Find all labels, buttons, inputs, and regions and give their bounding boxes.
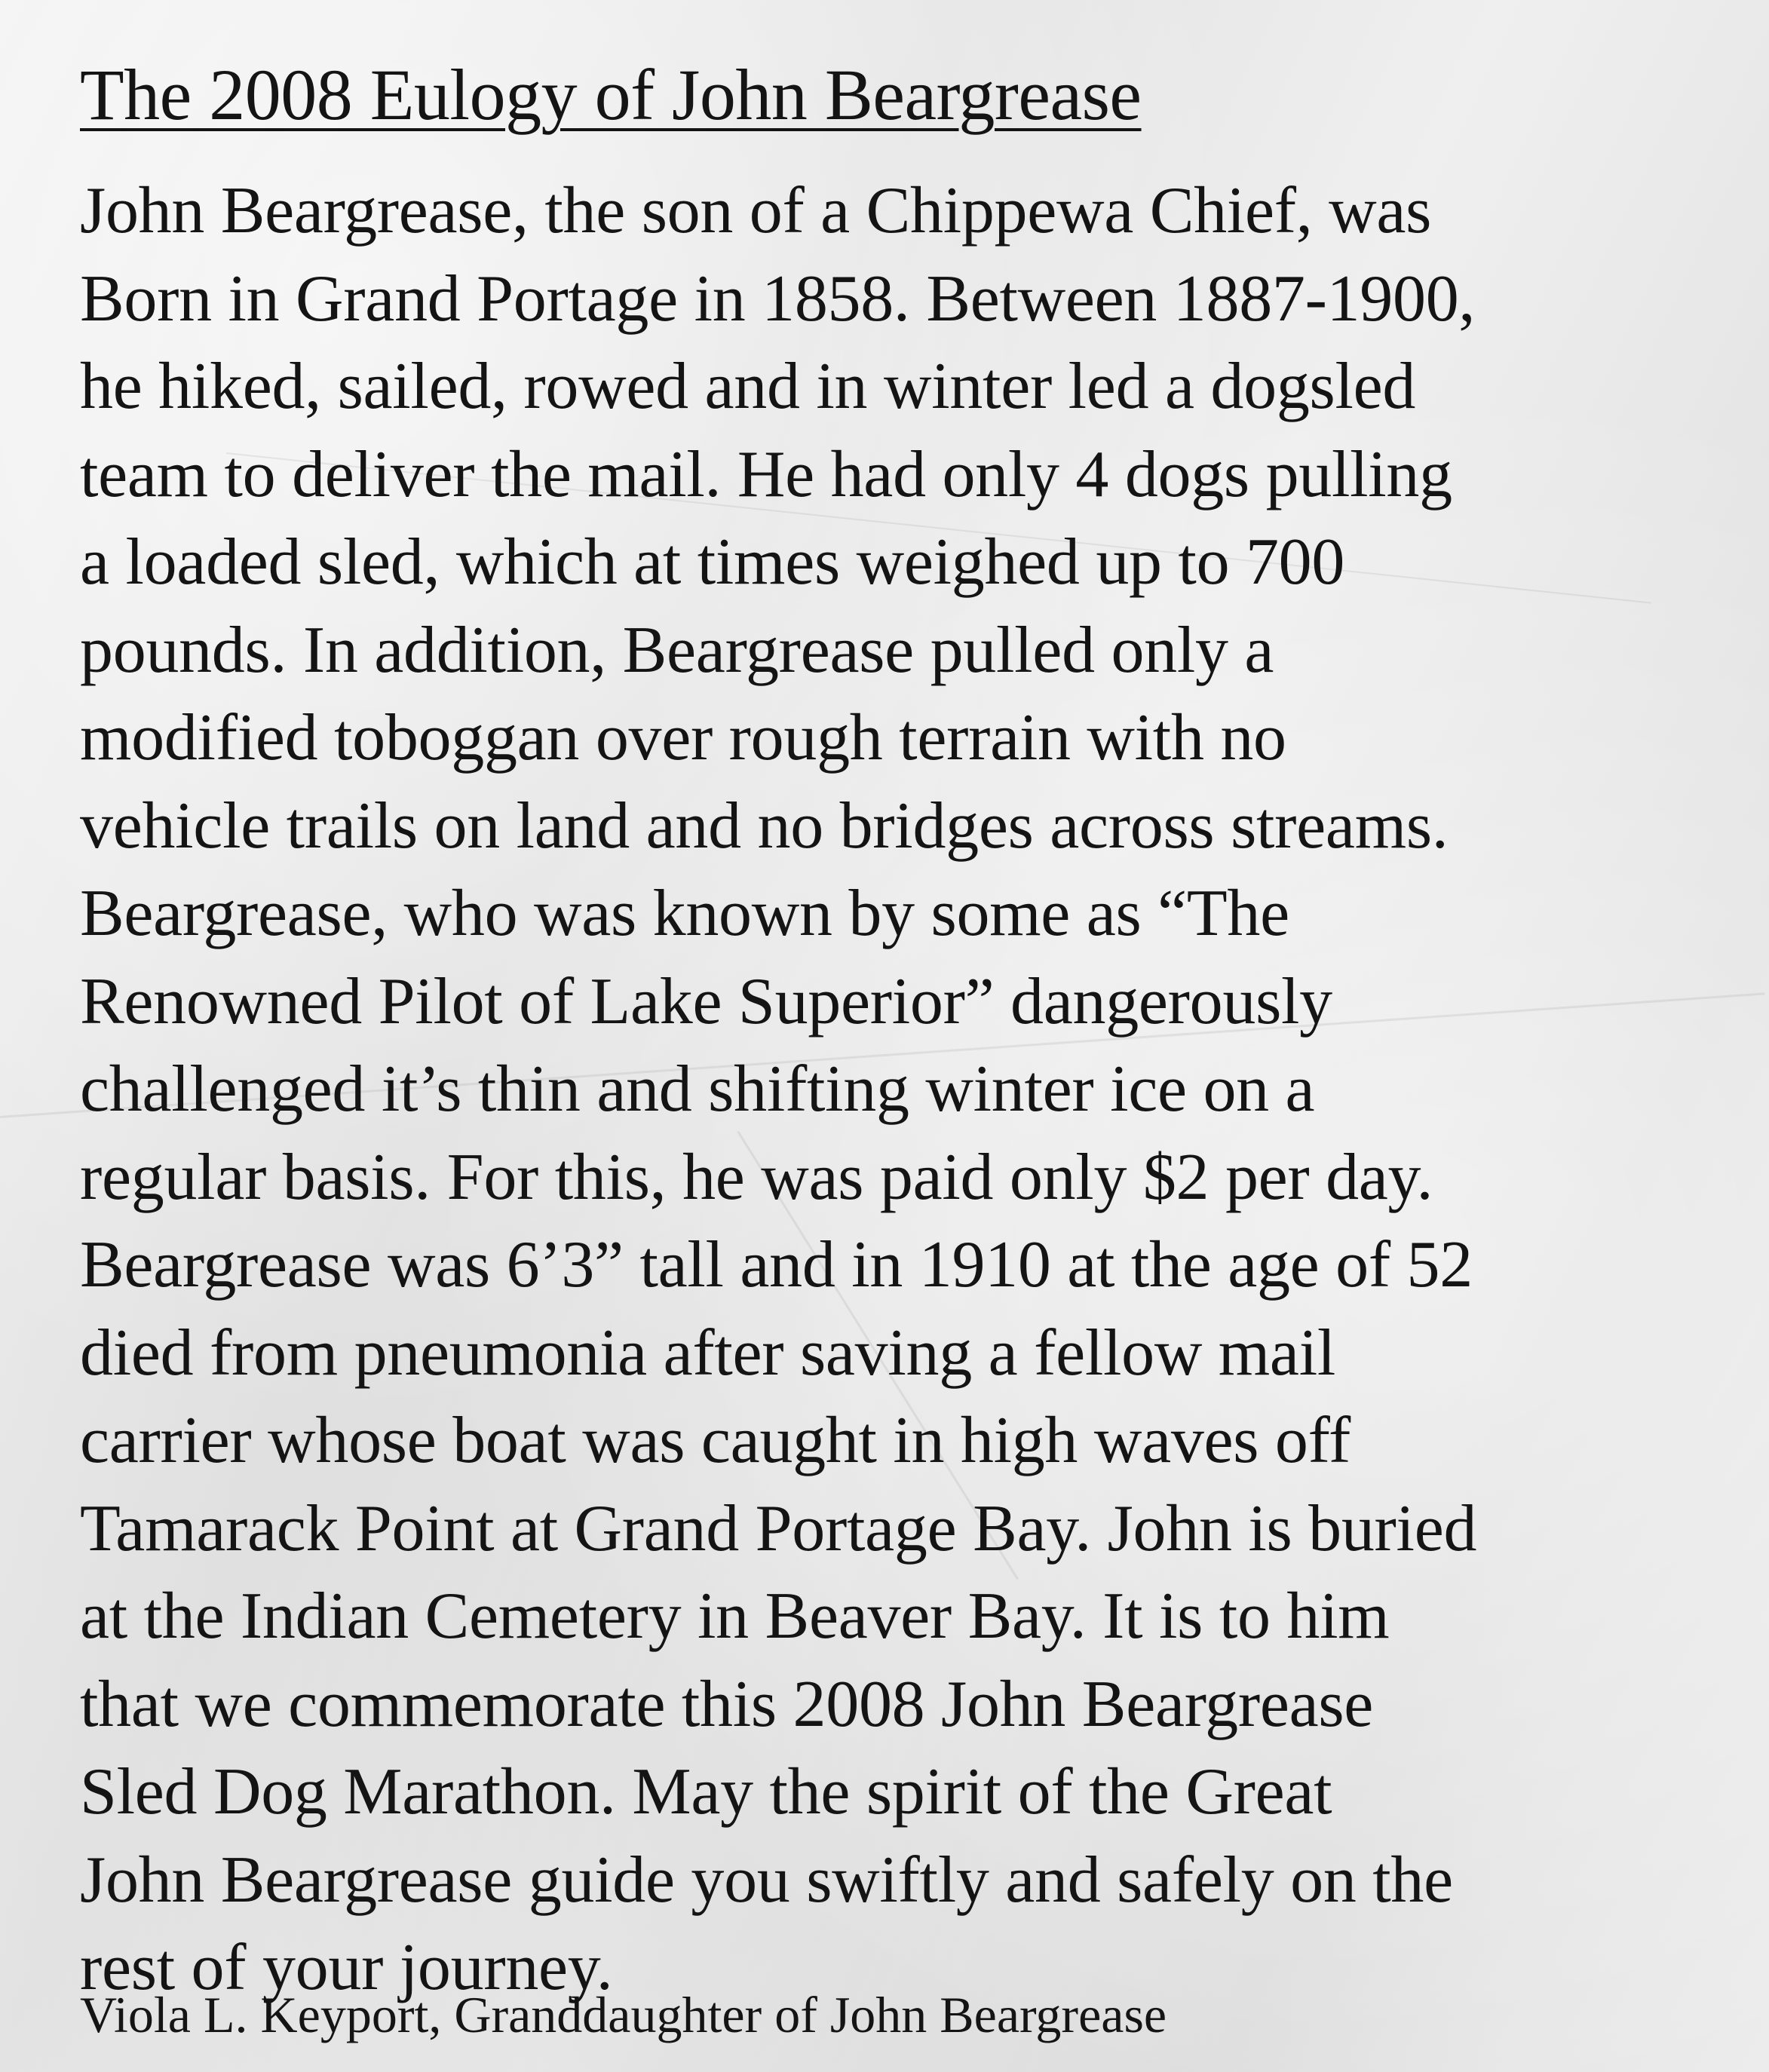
- body-line: that we commemorate this 2008 John Beargrease: [80, 1667, 1374, 1741]
- document-title: The 2008 Eulogy of John Beargrease: [80, 54, 1142, 135]
- signature-line: Viola L. Keyport, Granddaughter of John Beargrease: [80, 1986, 1167, 2043]
- body-line: team to deliver the mail. He had only 4 dogs pulling: [80, 437, 1452, 511]
- body-line: Beargrease, who was known by some as “The: [80, 877, 1289, 950]
- body-line: Born in Grand Portage in 1858. Between 1887-1900,: [80, 262, 1476, 336]
- body-line: he hiked, sailed, rowed and in winter led a dogsled: [80, 350, 1416, 423]
- body-line: Renowned Pilot of Lake Superior” dangerously: [80, 964, 1332, 1038]
- body-line: rest of your journey.: [80, 1931, 613, 2004]
- body-line: Tamarack Point at Grand Portage Bay. John is buried: [80, 1491, 1477, 1565]
- body-line: challenged it’s thin and shifting winter ice on a: [80, 1053, 1315, 1126]
- body-line: John Beargrease guide you swiftly and safely on the: [80, 1843, 1453, 1917]
- body-line: modified toboggan over rough terrain with no: [80, 701, 1286, 774]
- body-line: at the Indian Cemetery in Beaver Bay. It is to him: [80, 1580, 1390, 1653]
- body-line: pounds. In addition, Beargrease pulled only a: [80, 613, 1274, 687]
- body-line: regular basis. For this, he was paid only $2 per day.: [80, 1140, 1433, 1214]
- body-line: vehicle trails on land and no bridges across streams.: [80, 789, 1449, 863]
- body-line: John Beargrease, the son of a Chippewa Chief, was: [80, 174, 1432, 247]
- body-line: Beargrease was 6’3” tall and in 1910 at the age of 52: [80, 1228, 1473, 1301]
- body-line: died from pneumonia after saving a fellow mail: [80, 1316, 1335, 1390]
- eulogy-body: [80, 167, 1724, 2012]
- body-line: a loaded sled, which at times weighed up to 700: [80, 526, 1345, 599]
- body-line: carrier whose boat was caught in high waves off: [80, 1404, 1351, 1477]
- body-line: Sled Dog Marathon. May the spirit of the Great: [80, 1755, 1332, 1828]
